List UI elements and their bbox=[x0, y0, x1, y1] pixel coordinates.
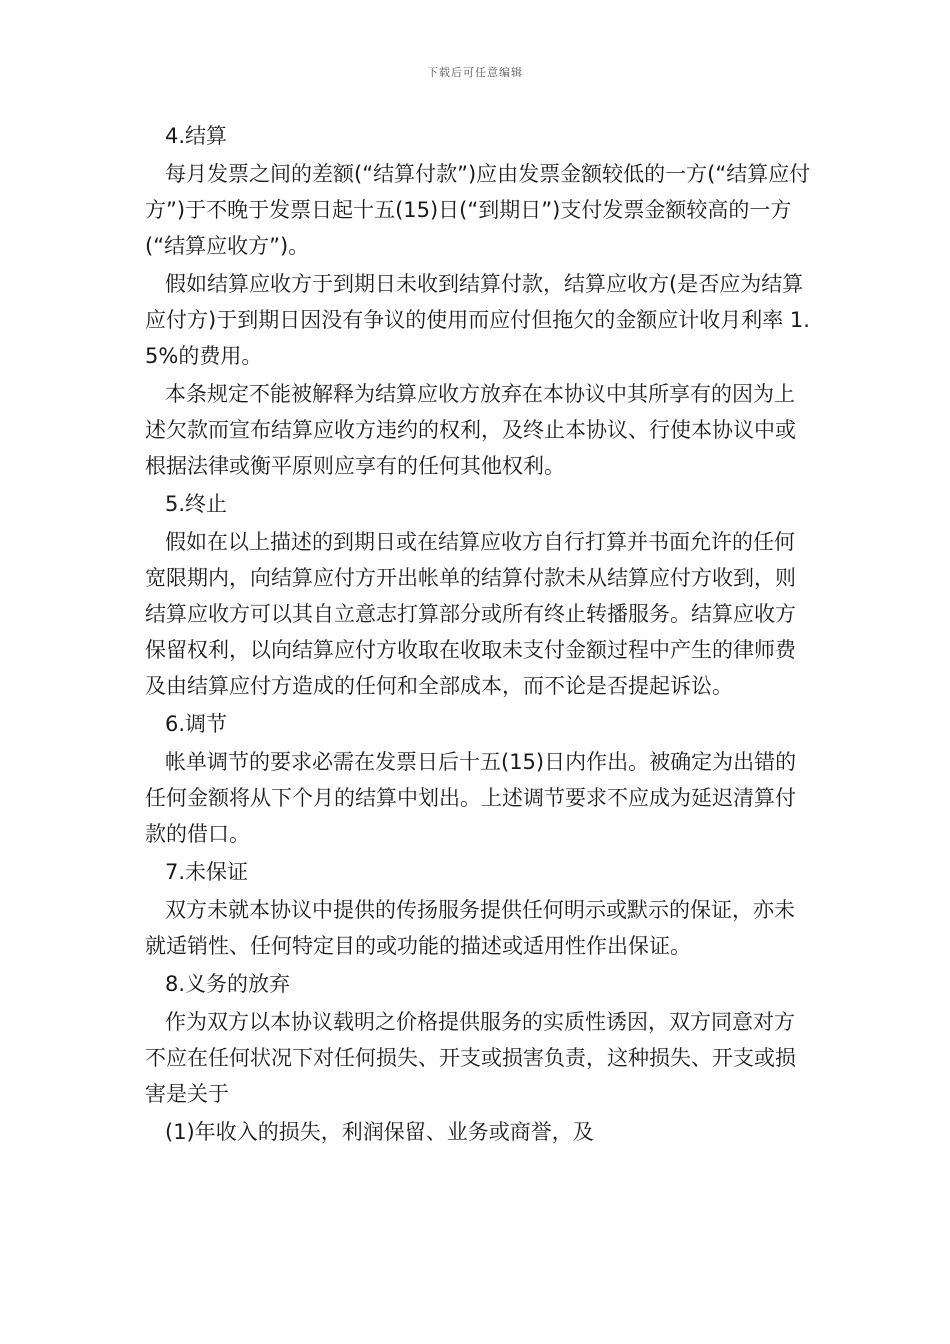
section-termination bbox=[145, 486, 815, 704]
paragraph: 双方未就本协议中提供的传扬服务提供任何明示或默示的保证，亦未就适销性、任何特定目的或功能的描述或适用性作出保证。 bbox=[145, 898, 795, 958]
paragraph: 帐单调节的要求必需在发票日后十五(15)日内作出。被确定为出错的任何金额将从下个月的结算中划出。上述调节要求不应成为延迟清算付款的借口。 bbox=[145, 750, 797, 846]
section-no-warranty bbox=[145, 854, 815, 964]
section-heading: 8.义务的放弃 bbox=[165, 972, 291, 996]
document-body bbox=[145, 118, 815, 1152]
section-settlement bbox=[145, 118, 815, 484]
paragraph: (1)年收入的损失，利润保留、业务或商誉，及 bbox=[165, 1120, 594, 1144]
section-waiver bbox=[145, 966, 815, 1150]
paragraph: 假如结算应收方于到期日未收到结算付款，结算应收方(是否应为结算应付方)于到期日因没有争议的使用而应付但拖欠的金额应计收月利率 1.5%的费用。 bbox=[145, 272, 810, 368]
paragraph: 每月发票之间的差额(“结算付款”)应由发票金额较低的一方(“结算应付方”)于不晚于发票日起十五(15)日(“到期日”)支付发票金额较高的一方(“结算应收方”)。 bbox=[145, 162, 811, 258]
section-heading: 4.结算 bbox=[165, 124, 228, 148]
page-header: 下载后可任意编辑 bbox=[427, 66, 523, 79]
section-heading: 6.调节 bbox=[165, 712, 228, 736]
section-heading: 5.终止 bbox=[165, 492, 228, 516]
section-heading: 7.未保证 bbox=[165, 860, 249, 884]
paragraph: 作为双方以本协议载明之价格提供服务的实质性诱因，双方同意对方不应在任何状况下对任何损失、开支或损害负责，这种损失、开支或损害是关于 bbox=[145, 1010, 796, 1106]
paragraph: 假如在以上描述的到期日或在结算应收方自行打算并书面允许的任何宽限期内，向结算应付方开出帐单的结算付款未从结算应付方收到，则结算应收方可以其自立意志打算部分或所有终止转播服务。结算应收方保留权利，以向结算应付方收取在收取未支付金额过程中产生的律师费及由结算应付方造成的任何和全部成本，而不论是否提起诉讼。 bbox=[145, 530, 796, 698]
section-adjustment bbox=[145, 706, 815, 852]
paragraph: 本条规定不能被解释为结算应收方放弃在本协议中其所享有的因为上述欠款而宣布结算应收方违约的权利，及终止本协议、行使本协议中或根据法律或衡平原则应享有的任何其他权利。 bbox=[145, 382, 796, 478]
